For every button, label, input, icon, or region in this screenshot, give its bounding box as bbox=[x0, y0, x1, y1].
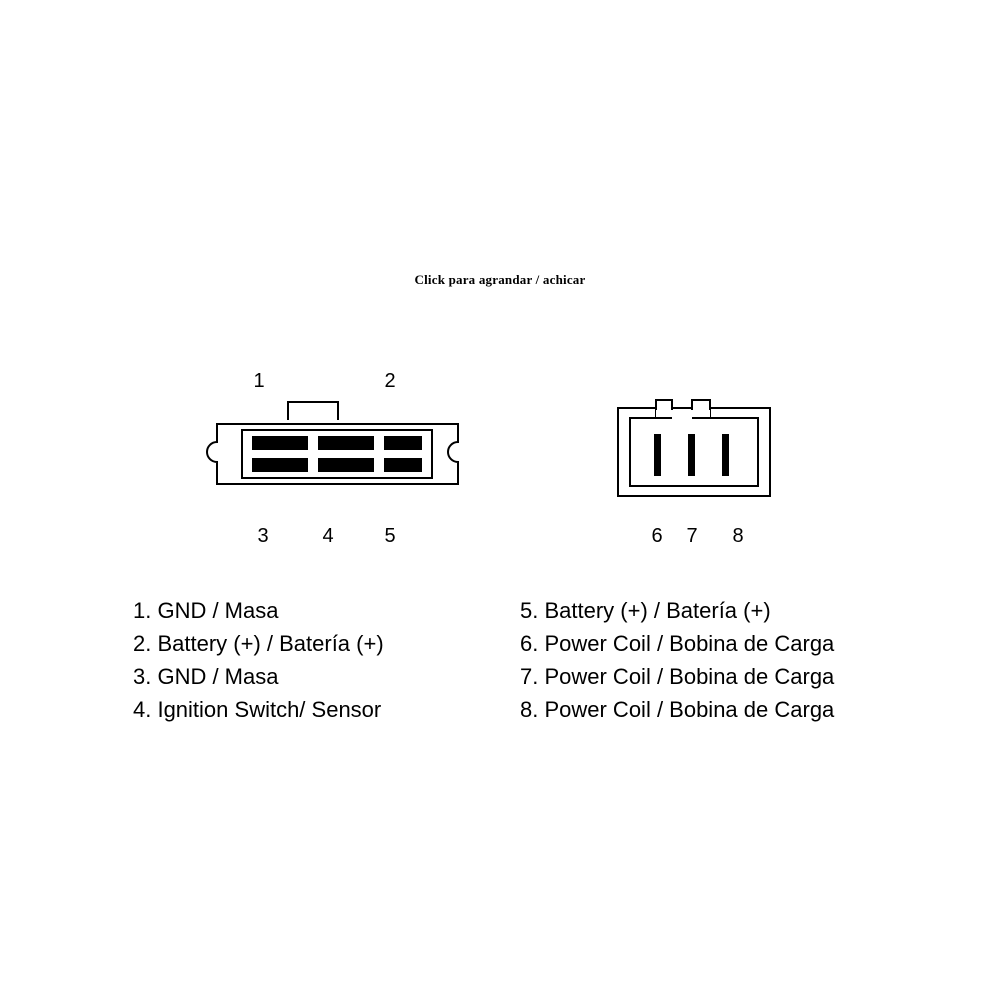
right-connector-drawing bbox=[600, 360, 810, 560]
terminal-slot-5 bbox=[318, 458, 374, 472]
legend-item: 7. Power Coil / Bobina de Carga bbox=[520, 664, 835, 689]
pin-label-3: 3 bbox=[257, 525, 269, 547]
pin-label-8: 8 bbox=[732, 525, 744, 547]
legend-right-column bbox=[520, 594, 834, 726]
terminal-slot-1 bbox=[252, 436, 308, 450]
left-connector-diagram bbox=[200, 360, 500, 560]
caption-text: Click para agrandar / achicar bbox=[414, 272, 586, 287]
pin-label-1: 1 bbox=[253, 370, 265, 392]
terminal-blade-7 bbox=[688, 434, 695, 476]
legend-left-column bbox=[133, 594, 384, 726]
legend-item: 8. Power Coil / Bobina de Carga bbox=[520, 697, 835, 722]
terminal-slot-6 bbox=[384, 458, 422, 472]
pin-label-6: 6 bbox=[651, 525, 663, 547]
connector-body-outline bbox=[207, 424, 458, 484]
legend-item: 1. GND / Masa bbox=[133, 598, 279, 623]
legend-item: 6. Power Coil / Bobina de Carga bbox=[520, 631, 835, 656]
legend-item: 5. Battery (+) / Batería (+) bbox=[520, 598, 771, 623]
terminal-slot-3 bbox=[384, 436, 422, 450]
left-connector-drawing bbox=[200, 360, 500, 560]
pin-label-5: 5 bbox=[384, 525, 396, 547]
terminal-blade-8 bbox=[722, 434, 729, 476]
legend-item: 3. GND / Masa bbox=[133, 664, 279, 689]
terminal-slot-4 bbox=[252, 458, 308, 472]
terminal-slot-2 bbox=[318, 436, 374, 450]
pin-label-7: 7 bbox=[686, 525, 698, 547]
terminal-blade-6 bbox=[654, 434, 661, 476]
latch-tab-outline bbox=[288, 402, 338, 420]
legend-item: 4. Ignition Switch/ Sensor bbox=[133, 697, 382, 722]
pin-label-2: 2 bbox=[384, 370, 396, 392]
pin-label-4: 4 bbox=[322, 525, 334, 547]
legend-item: 2. Battery (+) / Batería (+) bbox=[133, 631, 384, 656]
right-connector-diagram bbox=[600, 360, 810, 560]
